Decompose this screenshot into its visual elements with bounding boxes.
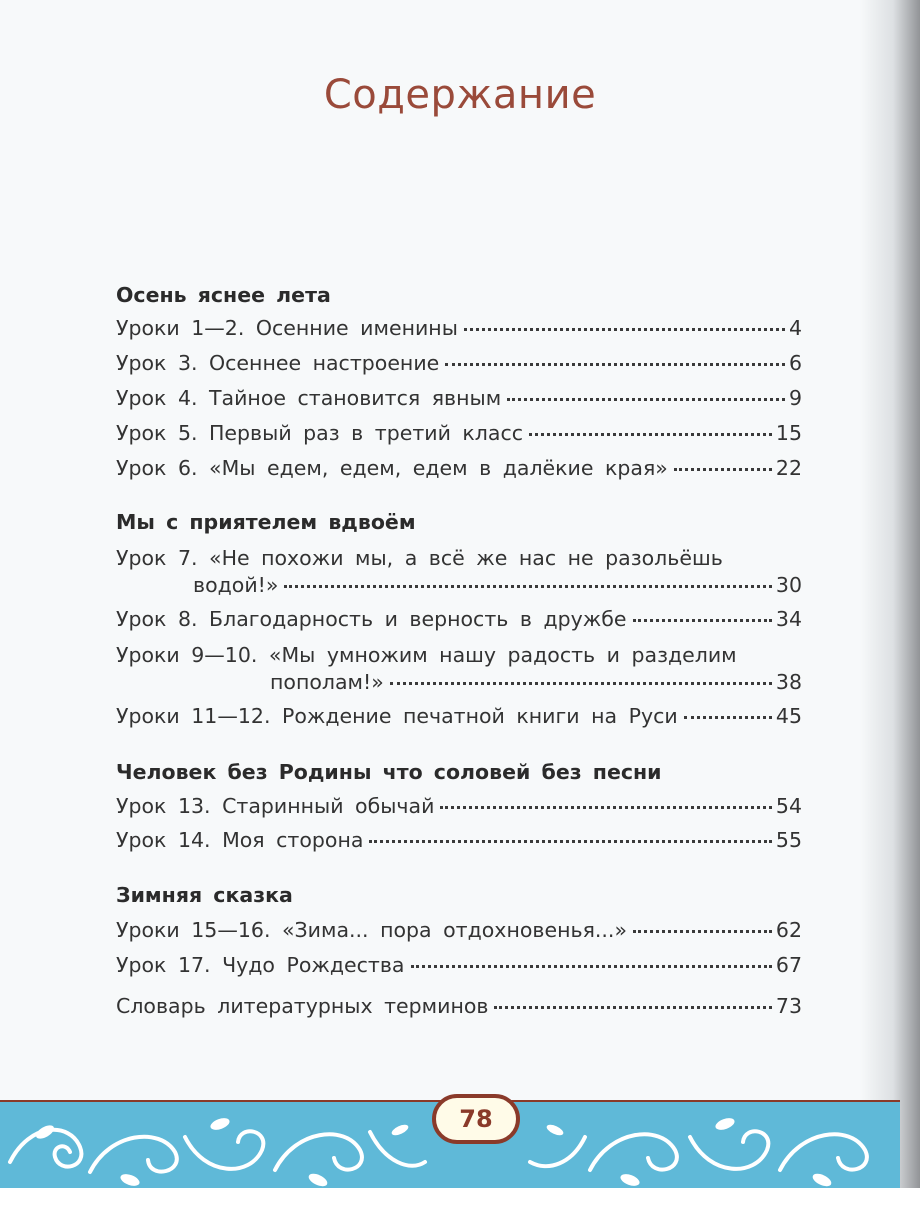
- toc-entry-page: 22: [775, 456, 802, 480]
- toc-entry-page: 38: [775, 670, 802, 694]
- toc-entry-text-line1: Урок 7. «Не похожи мы, а всё же нас не разольёшь: [116, 546, 723, 570]
- section-title-autumn: Осень яснее лета: [116, 283, 331, 307]
- dot-leader: [633, 924, 772, 933]
- toc-entry-text: Урок 14. Моя сторона: [116, 828, 364, 852]
- dot-leader: [529, 427, 772, 436]
- toc-entry-text: Урок 8. Благодарность и верность в дружбе: [116, 607, 627, 631]
- toc-entry-text: Урок 6. «Мы едем, едем, едем в далёкие края»: [116, 456, 668, 480]
- toc-entry[interactable]: [116, 456, 802, 486]
- toc-entry[interactable]: [270, 670, 802, 700]
- toc-entry[interactable]: [116, 828, 802, 858]
- toc-entry-page: 6: [788, 351, 802, 375]
- toc-entry-text: Словарь литературных терминов: [116, 994, 489, 1018]
- dot-leader: [507, 392, 785, 401]
- page-number-badge: 78: [432, 1094, 520, 1144]
- toc-entry-text: Урок 17. Чудо Рождества: [116, 953, 405, 977]
- toc-entry[interactable]: [116, 351, 802, 381]
- toc-entry-text: Урок 5. Первый раз в третий класс: [116, 421, 524, 445]
- toc-entry-text: Урок 13. Старинный обычай: [116, 794, 435, 818]
- toc-entry-text: Уроки 15—16. «Зима... пора отдохновенья...»: [116, 918, 627, 942]
- toc-entry-text-line1: Уроки 9—10. «Мы умножим нашу радость и разделим: [116, 643, 737, 667]
- toc-entry[interactable]: [116, 794, 802, 824]
- dot-leader: [284, 579, 771, 588]
- toc-entry-page: 73: [775, 994, 802, 1018]
- section-title-homeland: Человек без Родины что соловей без песни: [116, 760, 662, 784]
- dot-leader: [411, 959, 772, 968]
- toc-entry-text: водой!»: [193, 573, 279, 597]
- toc-entry[interactable]: [116, 421, 802, 451]
- toc-entry[interactable]: [116, 918, 802, 948]
- toc-entry-page: 54: [775, 794, 802, 818]
- toc-entry-page: 67: [775, 953, 802, 977]
- dot-leader: [464, 322, 785, 331]
- dot-leader: [684, 710, 772, 719]
- toc-entry[interactable]: [116, 953, 802, 983]
- toc-entry-page: 15: [775, 421, 802, 445]
- toc-entry-text: пополам!»: [270, 670, 384, 694]
- page-title: Содержание: [323, 72, 597, 118]
- dot-leader: [494, 1000, 771, 1009]
- dot-leader: [369, 834, 771, 843]
- toc-entry-page: 9: [788, 386, 802, 410]
- dot-leader: [633, 613, 772, 622]
- section-title-winter: Зимняя сказка: [116, 883, 293, 907]
- toc-entry[interactable]: [116, 704, 802, 734]
- toc-entry[interactable]: [116, 316, 802, 346]
- toc-entry[interactable]: [116, 607, 802, 637]
- toc-entry-text: Уроки 11—12. Рождение печатной книги на Руси: [116, 704, 678, 728]
- dot-leader: [674, 462, 772, 471]
- toc-entry[interactable]: [116, 386, 802, 416]
- page-bottom-margin: [0, 1188, 920, 1220]
- toc-entry-glossary[interactable]: [116, 994, 802, 1024]
- toc-entry-text: Урок 4. Тайное становится явным: [116, 386, 502, 410]
- toc-entry-page: 34: [775, 607, 802, 631]
- toc-entry-text: Уроки 1—2. Осенние именины: [116, 316, 458, 340]
- toc-entry-page: 62: [775, 918, 802, 942]
- dot-leader: [440, 800, 771, 809]
- page-edge-shadow: [860, 0, 920, 1220]
- toc-entry[interactable]: [193, 573, 802, 603]
- dot-leader: [445, 357, 785, 366]
- toc-entry-text: Урок 3. Осеннее настроение: [116, 351, 440, 375]
- toc-entry-page: 55: [775, 828, 802, 852]
- dot-leader: [390, 676, 772, 685]
- toc-entry-page: 30: [775, 573, 802, 597]
- toc-entry-page: 4: [788, 316, 802, 340]
- toc-entry-page: 45: [775, 704, 802, 728]
- section-title-friends: Мы с приятелем вдвоём: [116, 510, 416, 534]
